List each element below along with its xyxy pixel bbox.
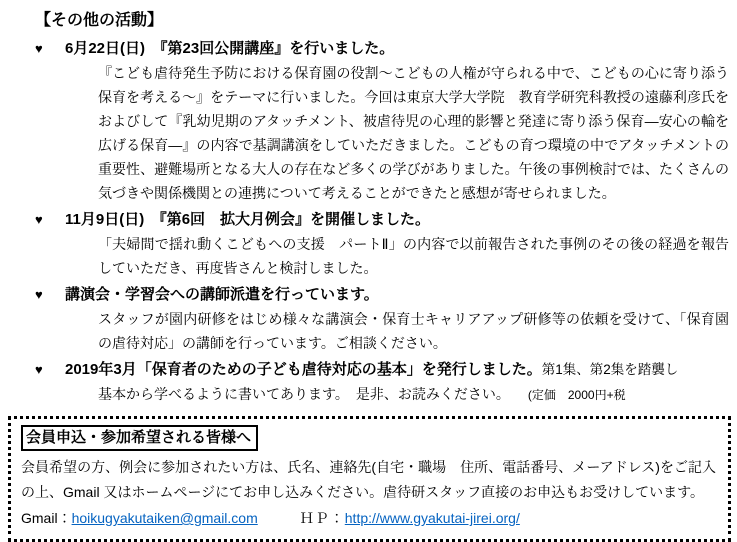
activity-heading-bold: 2019年3月「保育者のための子ども虐待対応の基本」を発行しました。 [65, 361, 542, 378]
heart-bullet-icon: ♥ [35, 41, 43, 56]
membership-box-header: 会員申込・参加希望される皆様へ [21, 425, 258, 451]
activity-heading-row [35, 37, 731, 61]
membership-box-instructions: 会員希望の方、例会に参加されたい方は、氏名、連絡先(自宅・職場 住所、電話番号、メーアドレス)をご記入の上、Gmail 又はホームページにてお申し込みください。虐待研スタッフ直接のお申込もお受けしています。 [21, 459, 716, 500]
activity-heading: 講演会・学習会への講師派遣を行っています。 [65, 286, 379, 303]
section-title: 【その他の活動】 [35, 12, 164, 29]
activity-heading [65, 358, 731, 382]
heart-bullet-icon: ♥ [35, 212, 43, 227]
gmail-address-link[interactable]: hoikugyakutaiken@gmail.com [71, 510, 258, 526]
activity-item-lecturer-dispatch [35, 283, 731, 355]
homepage-label: ＨＰ： [299, 510, 345, 526]
book-price-note: (定価 2000円+税 [527, 388, 626, 402]
book-description-text: 基本から学べるように書いてあります。 是非、お読みください。 [98, 386, 510, 402]
membership-application-box [8, 416, 731, 542]
activity-heading-row [35, 208, 731, 232]
gmail-label: Gmail： [21, 510, 72, 526]
heart-bullet-icon: ♥ [35, 362, 43, 377]
activity-item-book-publication [35, 358, 731, 407]
contact-line [21, 506, 716, 531]
homepage-url-link[interactable]: http://www.gyakutai-jirei.org/ [344, 510, 520, 526]
heart-bullet-icon: ♥ [35, 287, 43, 302]
activity-description: 『こども虐待発生予防における保育園の役割～こどもの人権が守られる中で、こどもの心に寄り添う保育を考える～』をテーマに行いました。今回は東京大学大学院 教育学研究科教授の遠藤利彦氏をおよびして『乳幼児期のアタッチメント、被虐待児の心理的影響と発達に寄り添う保育―安心の輪を広げる保育―』の内容で基調講演をしていただきました。こどもの育つ環境の中でアタッチメントの重要性、避難場所となる大人の存在など多くの学びがありました。午後の事例検討では、たくさんの気づきや関係機関との連携について考えることができたと感想が寄せられました。 [98, 65, 729, 201]
activity-description [98, 382, 729, 407]
activity-item-monthly-meeting [35, 208, 731, 280]
activity-heading-row [35, 283, 731, 307]
activity-heading: 6月22日(日) 『第23回公開講座』を行いました。 [65, 40, 395, 57]
activity-heading-row [35, 358, 731, 382]
activity-heading-suffix: 第1集、第2集を踏襲し [541, 362, 679, 377]
activity-description: スタッフが園内研修をはじめ様々な講演会・保育士キャリアアップ研修等の依頼を受けて、「保育園の虐待対応」の講師を行っています。ご相談ください。 [98, 311, 729, 351]
activity-item-open-lecture [35, 37, 731, 205]
activity-heading: 11月9日(日) 『第6回 拡大月例会』を開催しました。 [65, 211, 431, 228]
activity-description: 「夫婦間で揺れ動くこどもへの支援 パートⅡ」の内容で以前報告された事例のその後の経過を報告していただき、再度皆さんと検討しました。 [98, 236, 729, 276]
